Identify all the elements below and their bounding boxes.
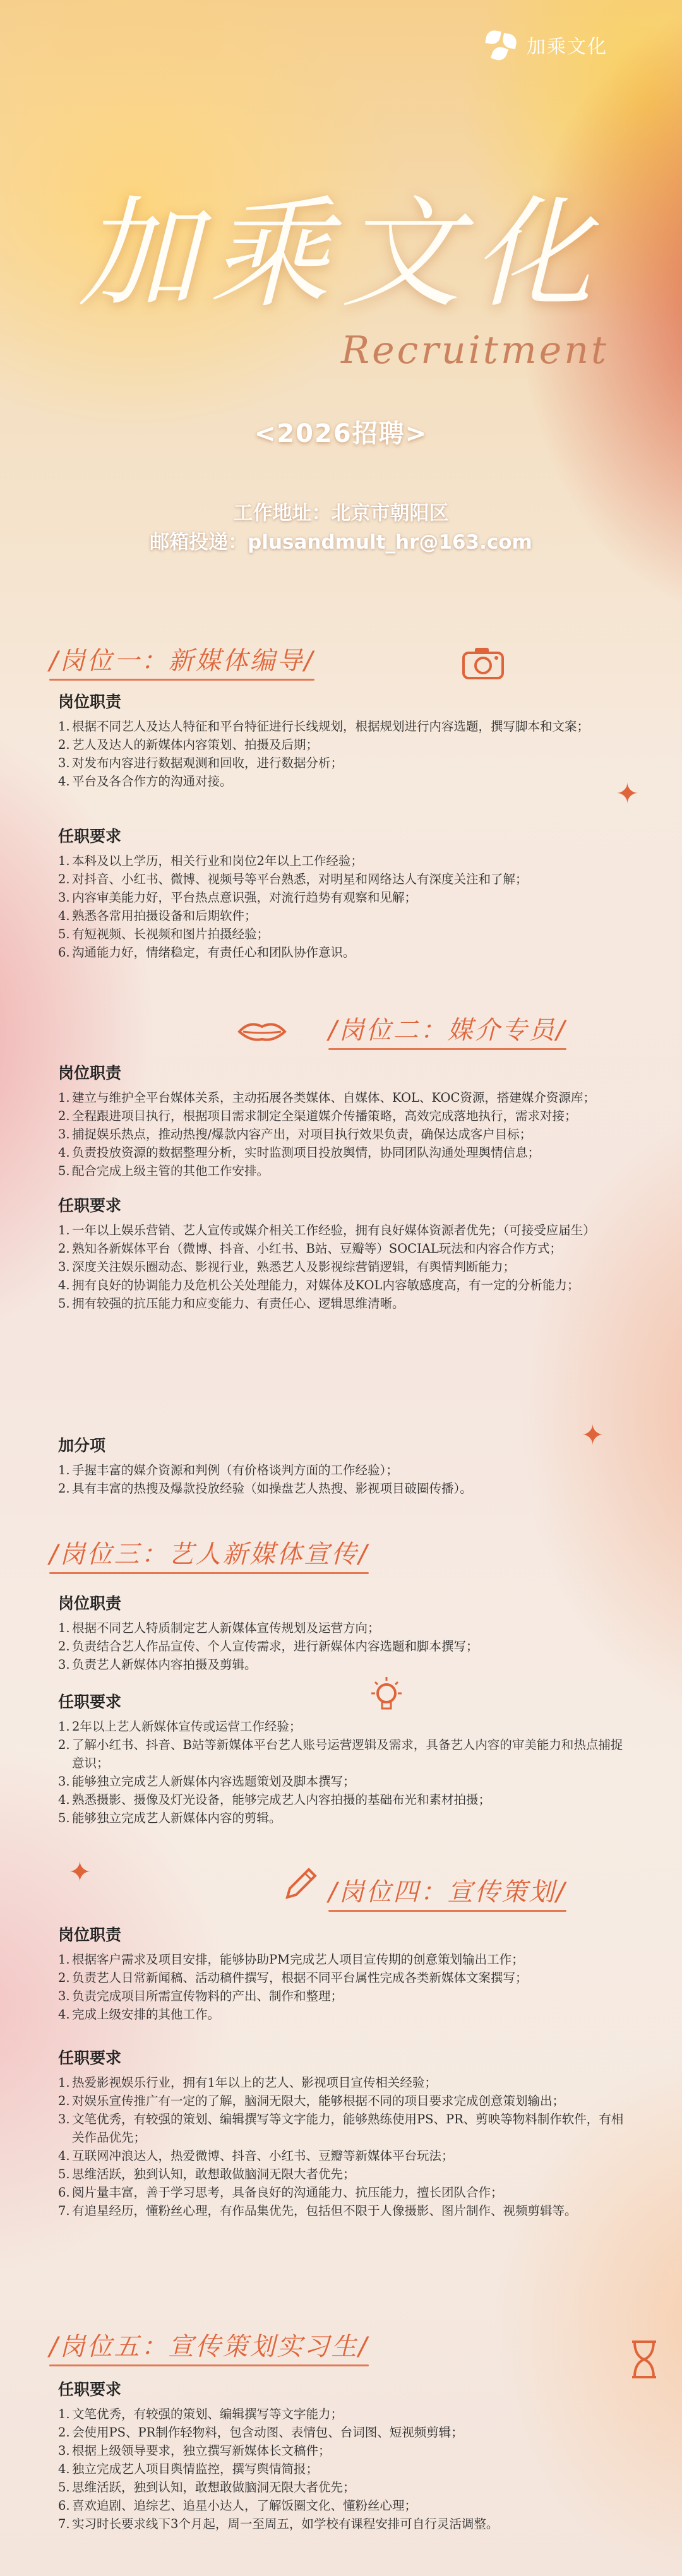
- list-item: [58, 2005, 626, 2024]
- section-heading: 加分项: [58, 1436, 106, 1455]
- item-number: 5.: [58, 2480, 70, 2495]
- list-item: [58, 2183, 626, 2202]
- position-title-2: [328, 1010, 566, 1046]
- work-address: 工作地址：北京市朝阳区: [233, 502, 449, 525]
- numbered-list: [58, 1619, 626, 1674]
- list-item: [58, 1258, 626, 1276]
- item-number: 5.: [58, 2167, 70, 2181]
- position-4-requirements: [58, 2046, 626, 2220]
- item-text: 有追星经历，懂粉丝心理，有作品集优先，包括但不限于人像摄影、图片制作、视频剪辑等。: [72, 2203, 577, 2218]
- section-heading: 任职要求: [58, 1196, 122, 1215]
- list-item: [58, 1655, 626, 1674]
- item-text: 熟知各新媒体平台（微博、抖音、小红书、B站、豆瓣等）SOCIAL玩法和内容合作方式；: [72, 1241, 562, 1256]
- star-icon: ✦: [581, 1419, 604, 1452]
- item-number: 3.: [58, 1774, 70, 1789]
- section-heading: 岗位职责: [58, 1594, 122, 1613]
- leaf-logo-icon: [484, 28, 518, 62]
- item-text: 思维活跃，独到认知，敢想敢做脑洞无限大者优先；: [72, 2167, 356, 2181]
- item-text: 文笔优秀，有较强的策划、编辑撰写等文字能力；: [72, 2407, 344, 2421]
- numbered-list: [58, 852, 626, 962]
- item-text: 手握丰富的媒介资源和判例（有价格谈判方面的工作经验）；: [72, 1463, 398, 1477]
- position-title-text: /岗位二：媒介专员/: [328, 1016, 566, 1045]
- item-text: 内容审美能力好，平台热点意识强，对流行趋势有观察和见解；: [72, 890, 417, 905]
- brand-logo: [484, 28, 607, 62]
- item-number: 3.: [58, 1260, 70, 1274]
- section-heading: 岗位职责: [58, 693, 122, 711]
- item-text: 根据上级领导要求，独立撰写新媒体长文稿件；: [72, 2443, 331, 2458]
- item-text: 独立完成艺人项目舆情监控，撰写舆情简报；: [72, 2462, 319, 2476]
- list-item: [58, 754, 626, 772]
- position-2-bonus: [58, 1433, 626, 1498]
- section-heading: 岗位职责: [58, 1926, 122, 1944]
- item-number: 3.: [58, 1989, 70, 2003]
- list-item: [58, 1239, 626, 1258]
- list-item: [58, 1736, 626, 1772]
- list-item: [58, 1221, 626, 1239]
- star-icon: ✦: [68, 1856, 92, 1888]
- hero-subtitle: Recruitment: [341, 328, 609, 373]
- position-1-requirements: [58, 824, 626, 962]
- section-heading: 任职要求: [58, 827, 122, 845]
- position-2-duties: [58, 1061, 626, 1180]
- section-heading: 岗位职责: [58, 1064, 122, 1082]
- list-item: [58, 2202, 626, 2220]
- list-item: [58, 907, 626, 925]
- position-title-3: [49, 1534, 369, 1570]
- item-number: 2.: [58, 737, 70, 752]
- item-number: 3.: [58, 1657, 70, 1672]
- item-text: 负责完成项目所需宣传物料的产出、制作和整理；: [72, 1989, 344, 2003]
- numbered-list: [58, 1088, 626, 1180]
- section-heading: 任职要求: [58, 2380, 122, 2399]
- numbered-list: [58, 2405, 626, 2533]
- item-text: 艺人及达人的新媒体内容策划、拍摄及后期；: [72, 737, 319, 752]
- item-text: 拥有较强的抗压能力和应变能力、有责任心、逻辑思维清晰。: [72, 1296, 405, 1311]
- list-item: [58, 1987, 626, 2005]
- item-number: 5.: [58, 1296, 70, 1311]
- item-text: 喜欢追剧、追综艺、追星小达人，了解饭圈文化、懂粉丝心理；: [72, 2498, 417, 2513]
- pencil-icon: [281, 1866, 319, 1904]
- list-item: [58, 1461, 626, 1479]
- item-number: 1.: [58, 719, 70, 734]
- item-number: 2.: [58, 1481, 70, 1496]
- list-item: [58, 2442, 626, 2460]
- item-number: 2.: [58, 2094, 70, 2108]
- item-text: 热爱影视娱乐行业，拥有1年以上的艺人、影视项目宣传相关经验；: [72, 2075, 437, 2090]
- list-item: [58, 1969, 626, 1987]
- item-number: 5.: [58, 1811, 70, 1825]
- numbered-list: [58, 2073, 626, 2220]
- item-text: 负责艺人新媒体内容拍摄及剪辑。: [72, 1657, 257, 1672]
- item-text: 对发布内容进行数据观测和回收，进行数据分析；: [72, 756, 344, 770]
- list-item: [58, 870, 626, 888]
- item-number: 6.: [58, 2498, 70, 2513]
- item-text: 拥有良好的协调能力及危机公关处理能力，对媒体及KOL内容敏感度高，有一定的分析能力；: [72, 1278, 580, 1292]
- item-text: 捕捉娱乐热点，推动热搜/爆款内容产出，对项目执行效果负责，确保达成客户目标；: [72, 1127, 532, 1142]
- item-number: 1.: [58, 2075, 70, 2090]
- position-1-duties: [58, 689, 626, 790]
- item-number: 5.: [58, 927, 70, 941]
- item-number: 4.: [58, 909, 70, 923]
- item-number: 4.: [58, 2149, 70, 2163]
- list-item: [58, 2110, 626, 2147]
- list-item: [58, 852, 626, 870]
- position-title-text: /岗位一：新媒体编导/: [49, 647, 314, 676]
- item-number: 2.: [58, 1109, 70, 1123]
- item-number: 3.: [58, 890, 70, 905]
- list-item: [58, 2147, 626, 2165]
- item-number: 2.: [58, 872, 70, 886]
- item-number: 5.: [58, 1164, 70, 1178]
- brand-name: 加乘文化: [527, 36, 607, 58]
- item-text: 实习时长要求线下3个月起，周一至周五，如学校有课程安排可自行灵活调整。: [72, 2517, 499, 2531]
- item-number: 4.: [58, 1792, 70, 1807]
- list-item: [58, 2165, 626, 2183]
- lips-icon: [237, 1018, 287, 1043]
- item-text: 深度关注娱乐圈动态、影视行业，熟悉艺人及影视综营销逻辑，有舆情判断能力；: [72, 1260, 516, 1274]
- list-item: [58, 1276, 626, 1294]
- item-number: 2.: [58, 1241, 70, 1256]
- item-text: 根据客户需求及项目安排，能够协助PM完成艺人项目宣传期的创意策划输出工作；: [72, 1952, 524, 1967]
- list-item: [58, 2496, 626, 2515]
- list-item: [58, 943, 626, 962]
- list-item: [58, 2478, 626, 2496]
- item-number: 2.: [58, 1738, 70, 1752]
- position-title-text: /岗位四：宣传策划/: [328, 1878, 566, 1907]
- item-text: 沟通能力好，情绪稳定，有责任心和团队协作意识。: [72, 945, 356, 960]
- item-text: 熟悉摄影、摄像及灯光设备，能够完成艺人内容拍摄的基础布光和素材拍摄；: [72, 1792, 491, 1807]
- item-number: 2.: [58, 1971, 70, 1985]
- list-item: [58, 2092, 626, 2110]
- item-number: 7.: [58, 2517, 70, 2531]
- numbered-list: [58, 717, 626, 790]
- item-text: 2年以上艺人新媒体宣传或运营工作经验；: [72, 1719, 302, 1734]
- list-item: [58, 2405, 626, 2423]
- list-item: [58, 1619, 626, 1637]
- item-text: 阅片量丰富，善于学习思考，具备良好的沟通能力、抗压能力，擅长团队合作；: [72, 2185, 503, 2200]
- numbered-list: [58, 1717, 626, 1827]
- numbered-list: [58, 1950, 626, 2024]
- item-number: 2.: [58, 2425, 70, 2440]
- position-4-duties: [58, 1923, 626, 2024]
- item-number: 3.: [58, 2443, 70, 2458]
- item-number: 4.: [58, 1278, 70, 1292]
- item-number: 4.: [58, 2007, 70, 2022]
- item-number: 1.: [58, 854, 70, 868]
- list-item: [58, 2073, 626, 2092]
- list-item: [58, 1950, 626, 1969]
- item-number: 1.: [58, 1621, 70, 1635]
- item-number: 1.: [58, 1719, 70, 1734]
- item-text: 能够独立完成艺人新媒体内容的剪辑。: [72, 1811, 282, 1825]
- item-text: 了解小红书、抖音、B站等新媒体平台艺人账号运营逻辑及需求，具备艺人内容的审美能力和热点捕捉意识；: [72, 1738, 623, 1770]
- position-title-5: [49, 2327, 369, 2363]
- item-number: 1.: [58, 2407, 70, 2421]
- position-3-requirements: [58, 1690, 626, 1827]
- item-number: 3.: [58, 1127, 70, 1142]
- list-item: [58, 772, 626, 790]
- position-3-duties: [58, 1591, 626, 1674]
- list-item: [58, 1294, 626, 1313]
- item-text: 具有丰富的热搜及爆款投放经验（如操盘艺人热搜、影视项目破圈传播）。: [72, 1481, 472, 1496]
- item-text: 会使用PS、PR制作轻物料，包含动图、表情包、台词图、短视频剪辑；: [72, 2425, 464, 2440]
- item-number: 3.: [58, 756, 70, 770]
- item-number: 1.: [58, 1223, 70, 1237]
- list-item: [58, 2460, 626, 2478]
- section-heading: 任职要求: [58, 1693, 122, 1711]
- item-number: 4.: [58, 2462, 70, 2476]
- item-number: 6.: [58, 2185, 70, 2200]
- list-item: [58, 1717, 626, 1736]
- hourglass-icon: [628, 2339, 660, 2380]
- email-address: 邮箱投递：plusandmult_hr@163.com: [150, 531, 532, 554]
- year-badge: <2026招聘>: [254, 419, 428, 448]
- list-item: [58, 1637, 626, 1655]
- list-item: [58, 888, 626, 907]
- item-text: 本科及以上学历，相关行业和岗位2年以上工作经验；: [72, 854, 363, 868]
- numbered-list: [58, 1461, 626, 1498]
- position-title-1: [49, 641, 314, 677]
- item-number: 1.: [58, 1463, 70, 1477]
- position-title-4: [328, 1872, 566, 1908]
- list-item: [58, 1479, 626, 1498]
- item-text: 互联网冲浪达人，热爱微博、抖音、小红书、豆瓣等新媒体平台玩法；: [72, 2149, 454, 2163]
- list-item: [58, 1809, 626, 1827]
- item-text: 建立与维护全平台媒体关系，主动拓展各类媒体、自媒体、KOL、KOC资源，搭建媒介资源库；: [72, 1090, 595, 1105]
- item-text: 全程跟进项目执行，根据项目需求制定全渠道媒介传播策略，高效完成落地执行，需求对接；: [72, 1109, 577, 1123]
- item-number: 4.: [58, 774, 70, 789]
- item-number: 7.: [58, 2203, 70, 2218]
- list-item: [58, 717, 626, 736]
- item-text: 负责艺人日常新闻稿、活动稿件撰写，根据不同平台属性完成各类新媒体文案撰写；: [72, 1971, 528, 1985]
- list-item: [58, 1162, 626, 1180]
- item-text: 文笔优秀，有较强的策划、编辑撰写等文字能力，能够熟练使用PS、PR、剪映等物料制作软件，有相关作品优先；: [72, 2112, 624, 2145]
- item-text: 完成上级安排的其他工作。: [72, 2007, 220, 2022]
- item-number: 1.: [58, 1952, 70, 1967]
- item-number: 1.: [58, 1090, 70, 1105]
- item-number: 6.: [58, 945, 70, 960]
- numbered-list: [58, 1221, 626, 1313]
- list-item: [58, 925, 626, 943]
- item-text: 根据不同艺人特质制定艺人新媒体宣传规划及运营方向；: [72, 1621, 380, 1635]
- list-item: [58, 1143, 626, 1162]
- position-title-text: /岗位五：宣传策划实习生/: [49, 2332, 369, 2361]
- star-icon: ✦: [616, 778, 639, 810]
- item-text: 负责投放资源的数据整理分析，实时监测项目投放舆情，协同团队沟通处理舆情信息；: [72, 1145, 541, 1160]
- list-item: [58, 1772, 626, 1791]
- camera-icon: [461, 644, 505, 682]
- list-item: [58, 2423, 626, 2442]
- item-number: 4.: [58, 1145, 70, 1160]
- list-item: [58, 1791, 626, 1809]
- item-text: 配合完成上级主管的其他工作安排。: [72, 1164, 270, 1178]
- list-item: [58, 1088, 626, 1107]
- item-number: 3.: [58, 2112, 70, 2126]
- item-text: 平台及各合作方的沟通对接。: [72, 774, 232, 789]
- item-text: 一年以上娱乐营销、艺人宣传或媒介相关工作经验，拥有良好媒体资源者优先；（可接受应届生）: [72, 1223, 595, 1237]
- item-text: 对娱乐宣传推广有一定的了解，脑洞无限大，能够根据不同的项目要求完成创意策划输出；: [72, 2094, 565, 2108]
- section-heading: 任职要求: [58, 2049, 122, 2067]
- item-text: 有短视频、长视频和图片拍摄经验；: [72, 927, 270, 941]
- item-text: 熟悉各常用拍摄设备和后期软件；: [72, 909, 257, 923]
- list-item: [58, 2515, 626, 2533]
- hero-title: 加乘文化: [78, 184, 604, 324]
- item-text: 根据不同艺人及达人特征和平台特征进行长线规划，根据规划进行内容选题，撰写脚本和文案；: [72, 719, 590, 734]
- position-title-text: /岗位三：艺人新媒体宣传/: [49, 1540, 369, 1569]
- item-text: 负责结合艺人作品宣传、个人宣传需求，进行新媒体内容选题和脚本撰写；: [72, 1639, 479, 1654]
- list-item: [58, 1125, 626, 1143]
- item-text: 思维活跃，独到认知，敢想敢做脑洞无限大者优先；: [72, 2480, 356, 2495]
- list-item: [58, 1107, 626, 1125]
- position-2-requirements: [58, 1193, 626, 1313]
- item-number: 2.: [58, 1639, 70, 1654]
- item-text: 对抖音、小红书、微博、视频号等平台熟悉，对明星和网络达人有深度关注和了解；: [72, 872, 528, 886]
- position-5-requirements: [58, 2377, 626, 2533]
- list-item: [58, 736, 626, 754]
- item-text: 能够独立完成艺人新媒体内容选题策划及脚本撰写；: [72, 1774, 356, 1789]
- contact-block: [0, 499, 682, 557]
